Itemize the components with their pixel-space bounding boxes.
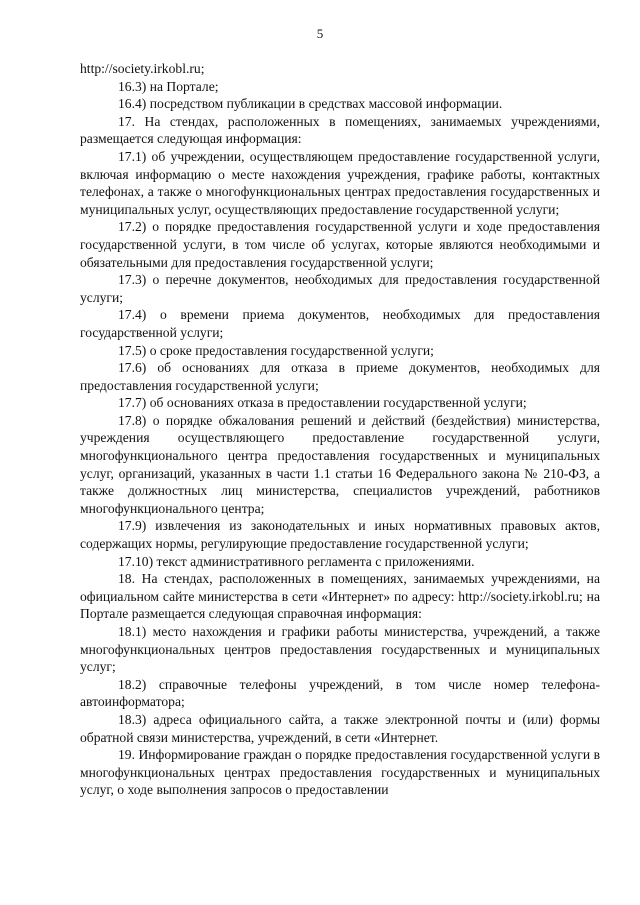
paragraph: 18.1) место нахождения и графики работы министерства, учреждений, а также многофункциональных центров предоставления государственных и муниципальных услуг; bbox=[80, 624, 600, 675]
paragraph: 17.5) о сроке предоставления государственной услуги; bbox=[118, 342, 434, 358]
paragraph: 17.7) об основаниях отказа в предоставлении государственной услуги; bbox=[118, 395, 527, 411]
paragraph: 17.4) о времени приема документов, необходимых для предоставления государственной услуги; bbox=[80, 307, 600, 340]
paragraph: 17. На стендах, расположенных в помещениях, занимаемых учреждениями, размещается следующая информация: bbox=[80, 113, 600, 147]
paragraph: 19. Информирование граждан о порядке предоставления государственной услуги в многофункциональных центрах предоставления государственных и муниципальных услуг, о ходе выполнения запросов о предоставлении bbox=[80, 747, 600, 798]
paragraph: 17.10) текст административного регламента с приложениями. bbox=[118, 553, 475, 569]
page-number: 5 bbox=[316, 26, 324, 41]
paragraph: 18.2) справочные телефоны учреждений, в том числе номер телефона-автоинформатора; bbox=[80, 676, 600, 710]
paragraph: http://society.irkobl.ru; bbox=[80, 61, 205, 76]
paragraph: 17.2) о порядке предоставления государственной услуги и ходе предоставления государственной услуги, в том числе об услугах, которые являются необходимыми и обязательными для предоставления государственной услуги; bbox=[80, 219, 600, 270]
document-body bbox=[80, 60, 600, 799]
paragraph: 18.3) адреса официального сайта, а также электронной почты и (или) формы обратной связи министерства, учреждений, в сети «Интернет. bbox=[80, 711, 600, 745]
paragraph: 17.3) о перечне документов, необходимых для предоставления государственной услуги; bbox=[80, 272, 600, 305]
paragraph: 18. На стендах, расположенных в помещениях, занимаемых учреждениями, на официальном сайте министерства в сети «Интернет» по адресу: http://society.irkobl.ru; на Портале размещается следующая справочная информация: bbox=[80, 571, 600, 622]
paragraph: 16.4) посредством публикации в средствах массовой информации. bbox=[118, 96, 503, 112]
paragraph: 16.3) на Портале; bbox=[118, 78, 219, 94]
paragraph: 17.6) об основаниях для отказа в приеме документов, необходимых для предоставления государственной услуги; bbox=[80, 360, 600, 393]
paragraph: 17.8) о порядке обжалования решений и действий (бездействия) министерства, учреждения осуществляющего предоставление государственной услуги, многофункционального центра предоставления государственных и муниципальных услуг, организаций, указанных в части 1.1 статьи 16 Федерального закона № 210-ФЗ, а также должностных лиц министерства, специалистов учреждений, работников многофункционального центра; bbox=[80, 412, 600, 516]
paragraph: 17.1) об учреждении, осуществляющем предоставление государственной услуги, включая информацию о месте нахождения учреждения, графике работы, контактных телефонах, а также о многофункциональных центрах предоставления государственных и муниципальных услуг, осуществляющих предоставление государственной услуги; bbox=[80, 148, 600, 217]
paragraph: 17.9) извлечения из законодательных и иных нормативных правовых актов, содержащих нормы, регулирующие предоставление государственной услуги; bbox=[80, 518, 600, 552]
